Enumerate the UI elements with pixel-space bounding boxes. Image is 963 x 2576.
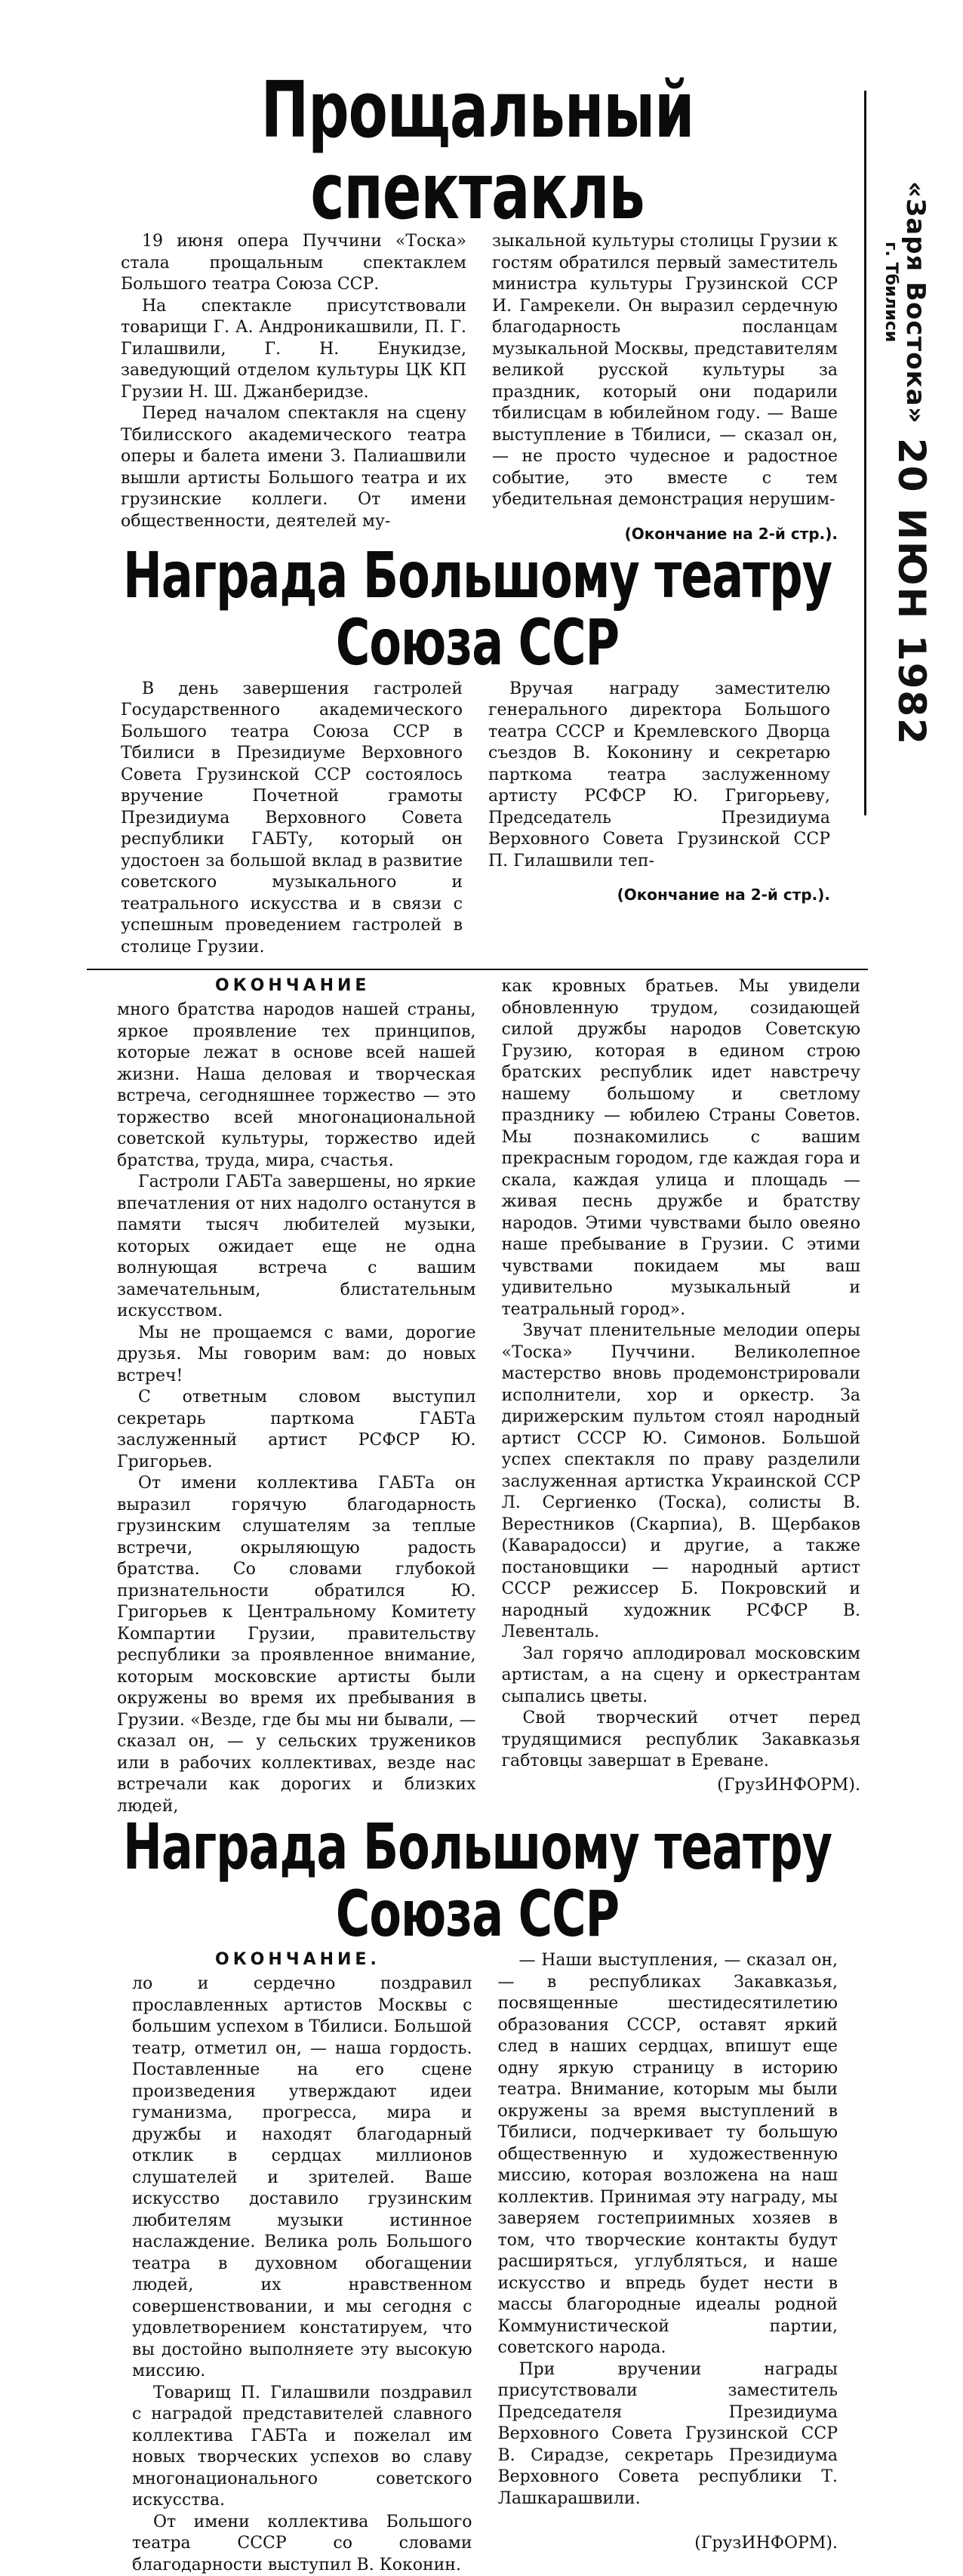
paragraph: зыкальной культуры столицы Грузии к гостям обратился первый заместитель министра культуры Грузинской ССР И. Гамрекели. Он выразил сердечную благодарность посланцам музыкальной Москвы, представителям великой русской культуры за праздник, который они подарили тбилисцам в юбилейном году. — Ваше выступление в Тбилиси, — сказал он, — не просто чудесное и радостное событие, это вместе с тем убедительная демонстрация нерушим- <box>492 231 838 511</box>
signature: (ГрузИНФОРМ). <box>502 1774 861 1797</box>
paragraph: Перед началом спектакля на сцену Тбилисского академического театра оперы и балета имени З. Палиашвили вышли артисты Большого театра и их грузинские коллеги. От имени общественности, деятелей му- <box>121 403 466 532</box>
date-stamp: 20 ИЮН 1982 <box>890 438 934 746</box>
continuation-note: (Окончание на 2-й стр.). <box>492 525 838 543</box>
article-farewell <box>87 91 868 543</box>
paragraph: Товарищ П. Гилашвили поздравил с наградой представителей славного коллектива ГАБТа и пожелал им новых творческих успехов во славу многонационального советского искусства. <box>132 2383 472 2512</box>
paragraph: много братства народов нашей страны, яркое проявление тех принципов, которые лежат в основе всей нашей жизни. Наша деловая и творческая встреча, сегодняшнее торжество — это торжество всей многонациональной советской культуры, торжество идей братства, труда, мира, счастья. <box>117 1000 476 1172</box>
headline-award-ending: Награда Большому театру Союза ССР <box>87 1813 868 1948</box>
article4-col1 <box>132 1950 472 2576</box>
paragraph: Мы не прощаемся с вами, дорогие друзья. Мы говорим вам: до новых встреч! <box>117 1323 476 1388</box>
paragraph: Зал горячо аплодировал московским артистам, а на сцену и оркестрантам сыпались цветы. <box>502 1644 861 1709</box>
paragraph: Вручая награду заместителю генерального директора Большого театра СССР и Кремлевского Дворца съездов В. Коконину и секретарю парткома театра заслуженному артисту РСФСР Ю. Григорьеву, Председатель Президиума Верховного Совета Грузинской ССР П. Гилашвили теп- <box>488 679 830 873</box>
headline-award: Награда Большому театру Союза ССР <box>87 541 868 676</box>
newspaper-clipping <box>87 83 868 2576</box>
paragraph: При вручении награды присутствовали заместитель Председателя Президиума Верховного Совета Грузинской ССР В. Сирадзе, секретарь Президиума Верховного Совета республики Т. Лашкарашвили. <box>498 2359 838 2510</box>
headline-farewell: Прощальный спектакль <box>87 69 868 233</box>
article1-col1 <box>121 231 466 543</box>
article3-col1 <box>117 976 476 1817</box>
ending-label: ОКОНЧАНИЕ. <box>215 1950 472 1969</box>
article2-col1 <box>121 679 463 959</box>
article-farewell-ending <box>87 976 868 1817</box>
paragraph: Звучат пленительные мелодии оперы «Тоска» Пуччини. Великолепное мастерство вновь продемонстрировали исполнители, хор и оркестр. За дирижерским пультом стоял народный артист СССР Ю. Симонов. Большой успех спектакля по праву разделили заслуженная артистка Украинской ССР Л. Сергиенко (Тоска), солисты В. Верестников (Скарпиа), В. Щербаков (Каварадосси) и другие, а также постановщики — народный артист СССР режиссер Б. Покровский и народный художник РСФСР В. Левенталь. <box>502 1320 861 1644</box>
paragraph: Гастроли ГАБТа завершены, но яркие впечатления от них надолго останутся в памяти тысяч любителей музыки, которых ожидает еще не одна волнующая встреча с вашим замечательным, блистательным искусством. <box>117 1172 476 1323</box>
city-name: г. Тбилиси <box>881 242 900 342</box>
paragraph: — Наши выступления, — сказал он, — в республиках Закавказья, посвященные шестидесятилетию образования СССР, оставят яркий след в наших сердцах, впишут еще одну яркую страницу в историю театра. Внимание, которым мы были окружены за время выступлений в Тбилиси, подчеркивает ту большую общественную и художественную миссию, которая возложена на наш коллектив. Принимая эту награду, мы заверяем гостеприимных хозяев в том, что творческие контакты будут расширяться, углубляться, и наше искусство и впредь будет нести в массы благородные идеалы родной Коммунистической партии, советского народа. <box>498 1950 838 2359</box>
article-award-ending <box>87 1831 868 2576</box>
article-award <box>87 559 868 959</box>
paragraph: ло и сердечно поздравил прославленных артистов Москвы с большим успехом в Тбилиси. Большой театр, отметил он, — наша гордость. Поставленные на его сцене произведения утверждают идеи гуманизма, прогресса, мира и дружбы и находят благодарный отклик в сердцах миллионов слушателей и зрителей. Ваше искусство доставило грузинским любителям музыки истинное наслаждение. Велика роль Большого театра в духовном обогащении людей, их нравственном совершенствовании, и мы сегодня с удовлетворением констатируем, что вы достойно выполняете эту высокую миссию. <box>132 1974 472 2383</box>
paragraph: В день завершения гастролей Государственного академического Большого театра Союза ССР в Тбилиси в Президиуме Верховного Совета Грузинской ССР состоялось вручение Почетной грамоты Президиума Верховного Совета республики ГАБТу, который он удостоен за большой вклад в развитие советского музыкального и театрального искусства и в связи с успешным проведением гастролей в столице Грузии. <box>121 679 463 959</box>
paragraph: как кровных братьев. Мы увидели обновленную трудом, созидающей силой дружбы народов Советскую Грузию, которая в едином строю братских республик идет навстречу нашему большому и светлому празднику — юбилею Страны Советов. Мы познакомились с вашим прекрасным городом, где каждая гора и скала, каждая улица и площадь — живая песнь дружбе и братству народов. Этими чувствами было овеяно наше пребывание в Грузии. С этими чувствами покидаем мы ваш удивительно музыкальный и театральный город». <box>502 976 861 1320</box>
ending-label: ОКОНЧАНИЕ <box>215 976 476 995</box>
paragraph: От имени коллектива Большого театра СССР со словами благодарности выступил В. Коконин. <box>132 2512 472 2576</box>
article1-col2 <box>492 231 838 543</box>
signature: (ГрузИНФОРМ). <box>498 2532 838 2555</box>
paragraph: Свой творческий отчет перед трудящимися республик Закавказья габтовцы завершат в Ереване. <box>502 1708 861 1773</box>
article4-col2 <box>498 1950 838 2576</box>
article3-col2 <box>502 976 861 1817</box>
continuation-note: (Окончание на 2-й стр.). <box>488 886 830 904</box>
paragraph: От имени коллектива ГАБТа он выразил горячую благодарность грузинским слушателям за теплые встречи, окрыляющую радость братства. Со словами глубокой признательности обратился Ю. Григорьев к Центральному Комитету Компартии Грузии, правительству республики за проявленное внимание, которым московские артисты были окружены во время их пребывания в Грузии. «Везде, где бы мы ни бывали, — сказал он, — у сельских тружеников или в рабочих коллективах, везде нас встречали как дорогих и близких людей, <box>117 1473 476 1817</box>
article2-col2 <box>488 679 830 959</box>
paragraph: С ответным словом выступил секретарь парткома ГАБТа заслуженный артист РСФСР Ю. Григорьев. <box>117 1387 476 1473</box>
newspaper-name: «Заря Востока» <box>900 181 931 424</box>
paragraph: 19 июня опера Пуччини «Тоска» стала прощальным спектаклем Большого театра Союза ССР. <box>121 231 466 296</box>
section-divider <box>87 969 868 970</box>
source-stamp <box>879 159 955 581</box>
paragraph: На спектакле присутствовали товарищи Г. А. Андроникашвили, П. Г. Гилашвили, Г. Н. Енукидзе, заведующий отделом культуры ЦК КП Грузии Н. Ш. Джанберидзе. <box>121 296 466 404</box>
